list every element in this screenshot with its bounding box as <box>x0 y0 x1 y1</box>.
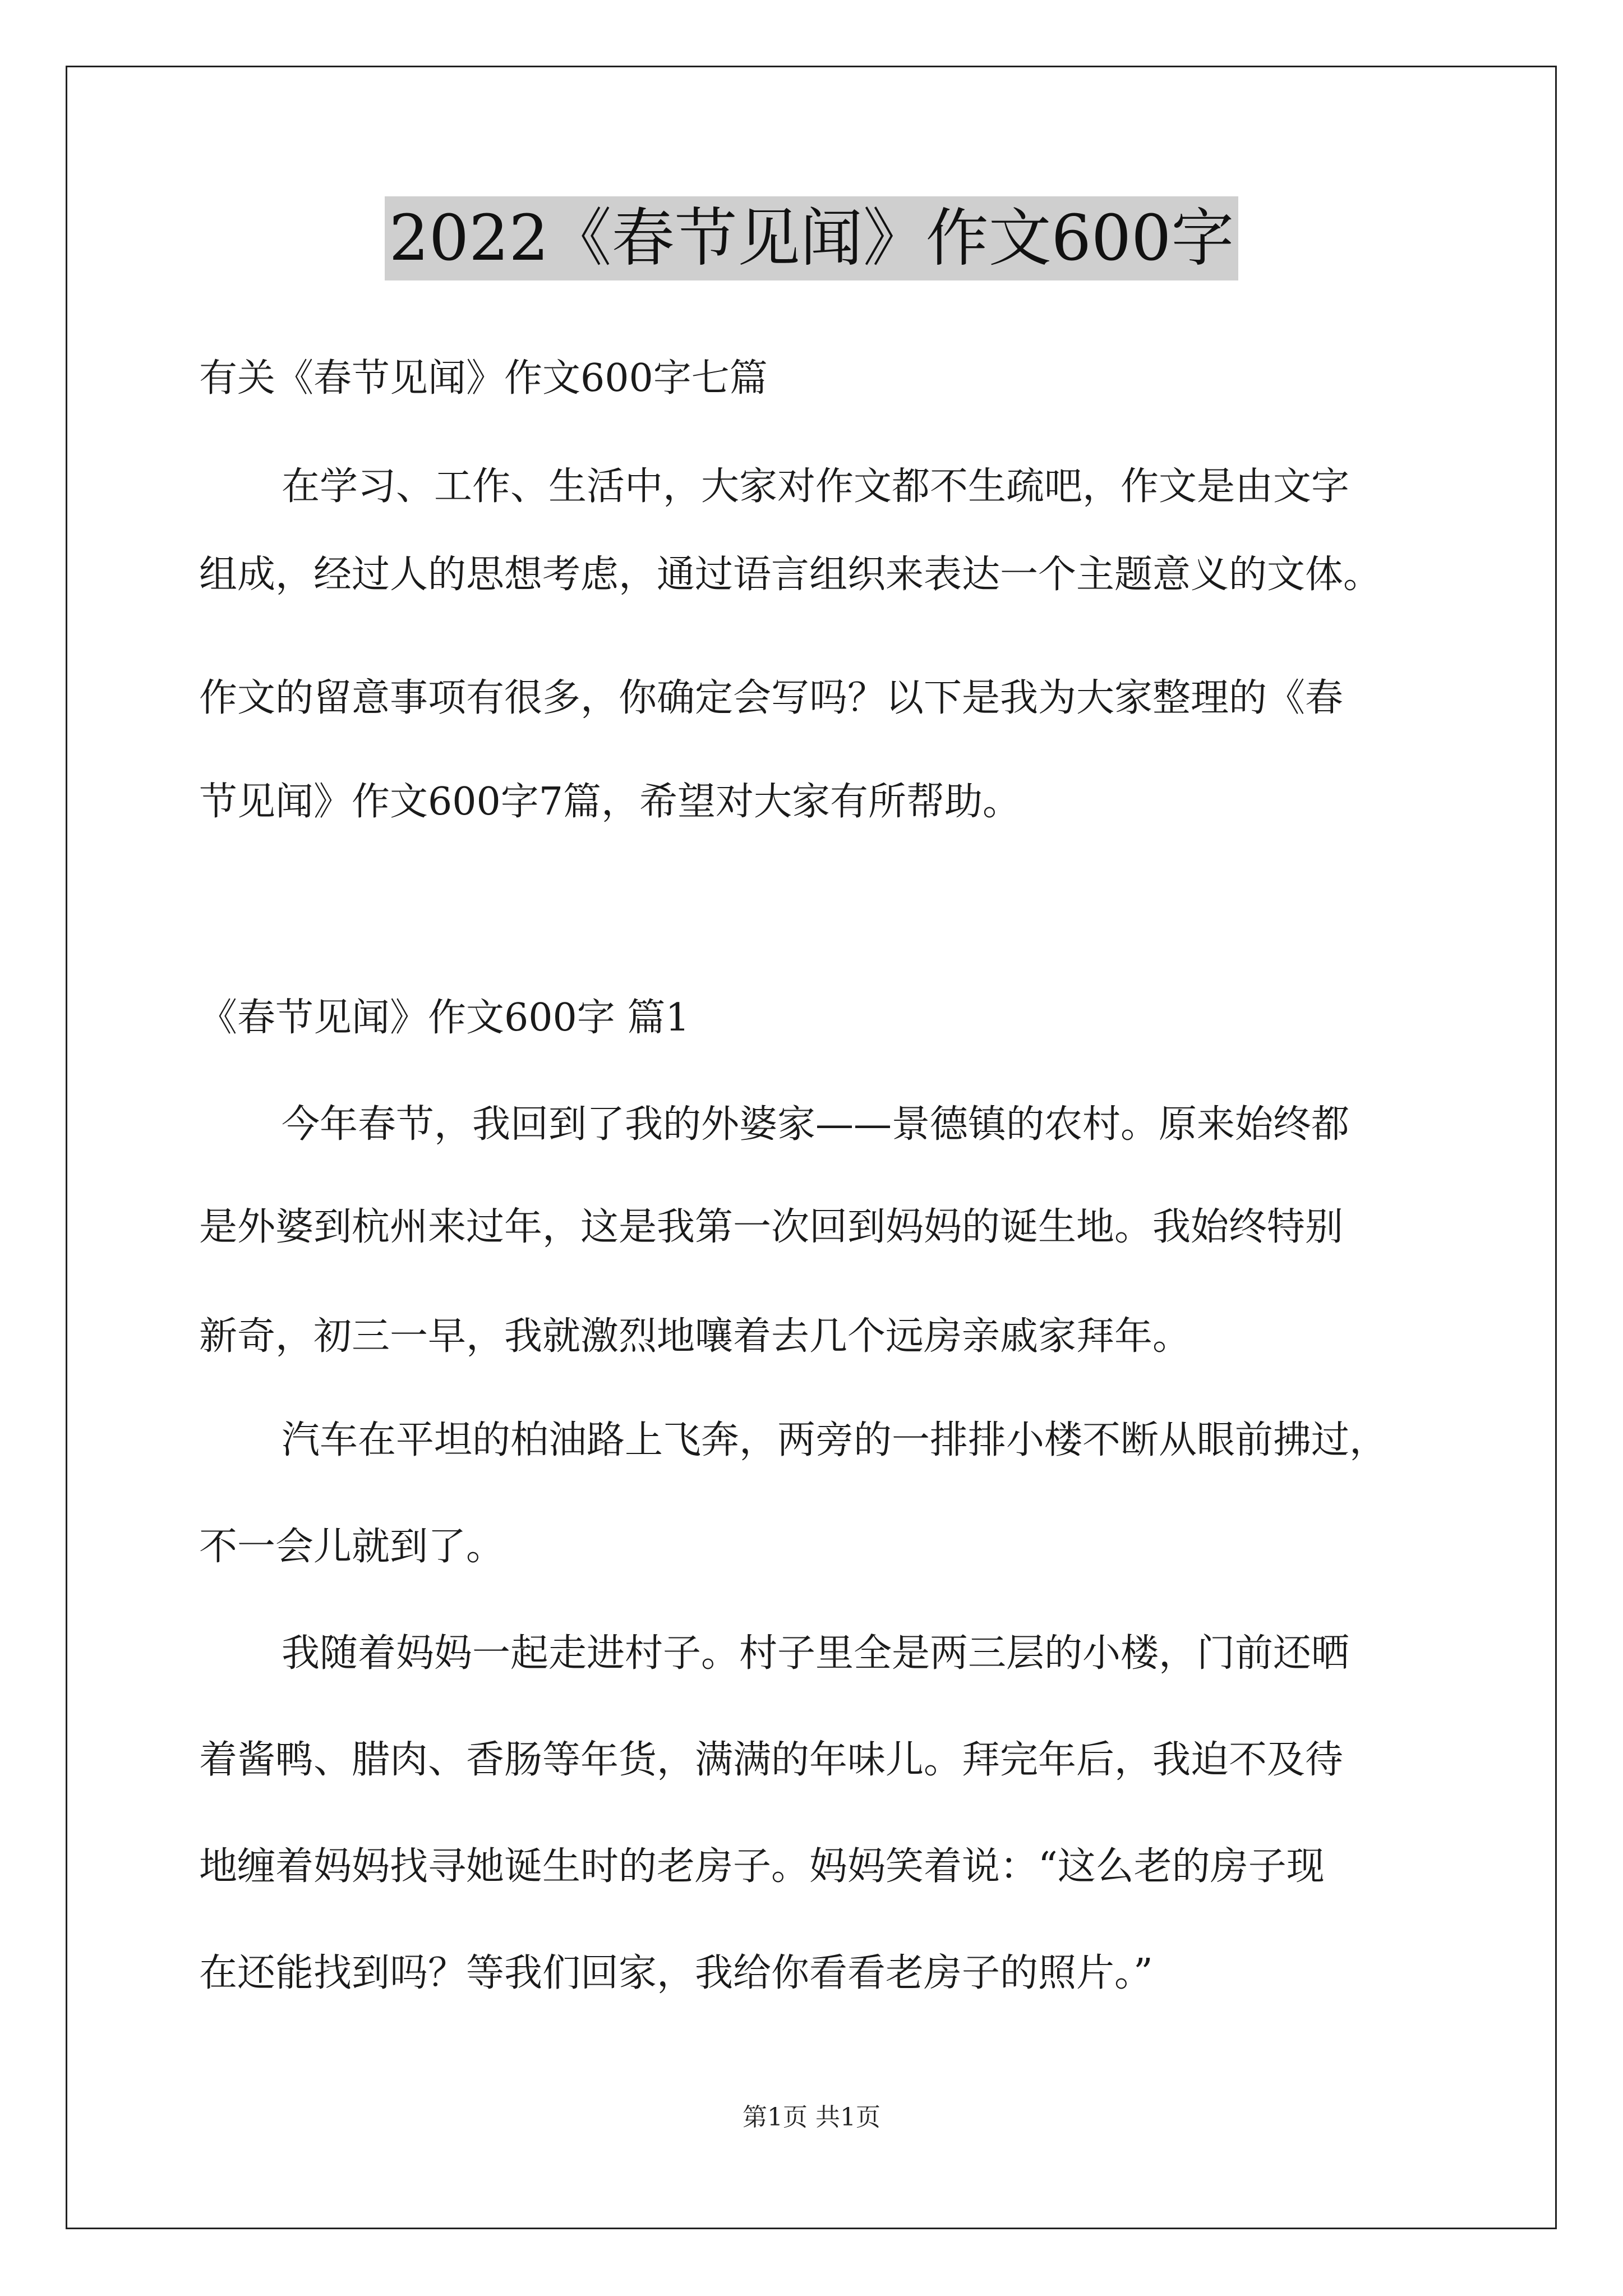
intro-line-4: 节见闻》作文600字7篇，希望对大家有所帮助。 <box>199 780 1021 824</box>
intro-line-3: 作文的留意事项有很多，你确定会写吗？以下是我为大家整理的《春 <box>199 676 1344 720</box>
body-line-3: 新奇，初三一早，我就激烈地嚷着去几个远房亲戚家拜年。 <box>199 1314 1191 1359</box>
body-line-1: 今年春节，我回到了我的外婆家——景德镇的农村。原来始终都 <box>282 1102 1350 1147</box>
body-line-4: 汽车在平坦的柏油路上飞奔，两旁的一排排小楼不断从眼前拂过， <box>282 1418 1388 1462</box>
body-line-9: 在还能找到吗？等我们回家，我给你看看老房子的照片。” <box>199 1951 1153 1995</box>
body-line-8: 地缠着妈妈找寻她诞生时的老房子。妈妈笑着说：“这么老的房子现 <box>199 1844 1325 1889</box>
title-container <box>0 196 1623 280</box>
intro-line-2: 组成，经过人的思想考虑，通过语言组织来表达一个主题意义的文体。 <box>199 553 1382 597</box>
body-line-7: 着酱鸭、腊肉、香肠等年货，满满的年味儿。拜完年后，我迫不及待 <box>199 1738 1344 1782</box>
document-subtitle: 有关《春节见闻》作文600字七篇 <box>199 356 768 401</box>
intro-line-1: 在学习、工作、生活中，大家对作文都不生疏吧，作文是由文字 <box>282 464 1350 509</box>
page-footer: 第1页 共1页 <box>743 2103 880 2132</box>
body-line-2: 是外婆到杭州来过年，这是我第一次回到妈妈的诞生地。我始终特别 <box>199 1205 1344 1249</box>
body-line-5: 不一会儿就到了。 <box>199 1525 505 1569</box>
section-heading: 《春节见闻》作文600字 篇1 <box>199 996 690 1040</box>
body-line-6: 我随着妈妈一起走进村子。村子里全是两三层的小楼，门前还晒 <box>282 1631 1350 1676</box>
document-title: 2022《春节见闻》作文600字 <box>385 196 1239 280</box>
